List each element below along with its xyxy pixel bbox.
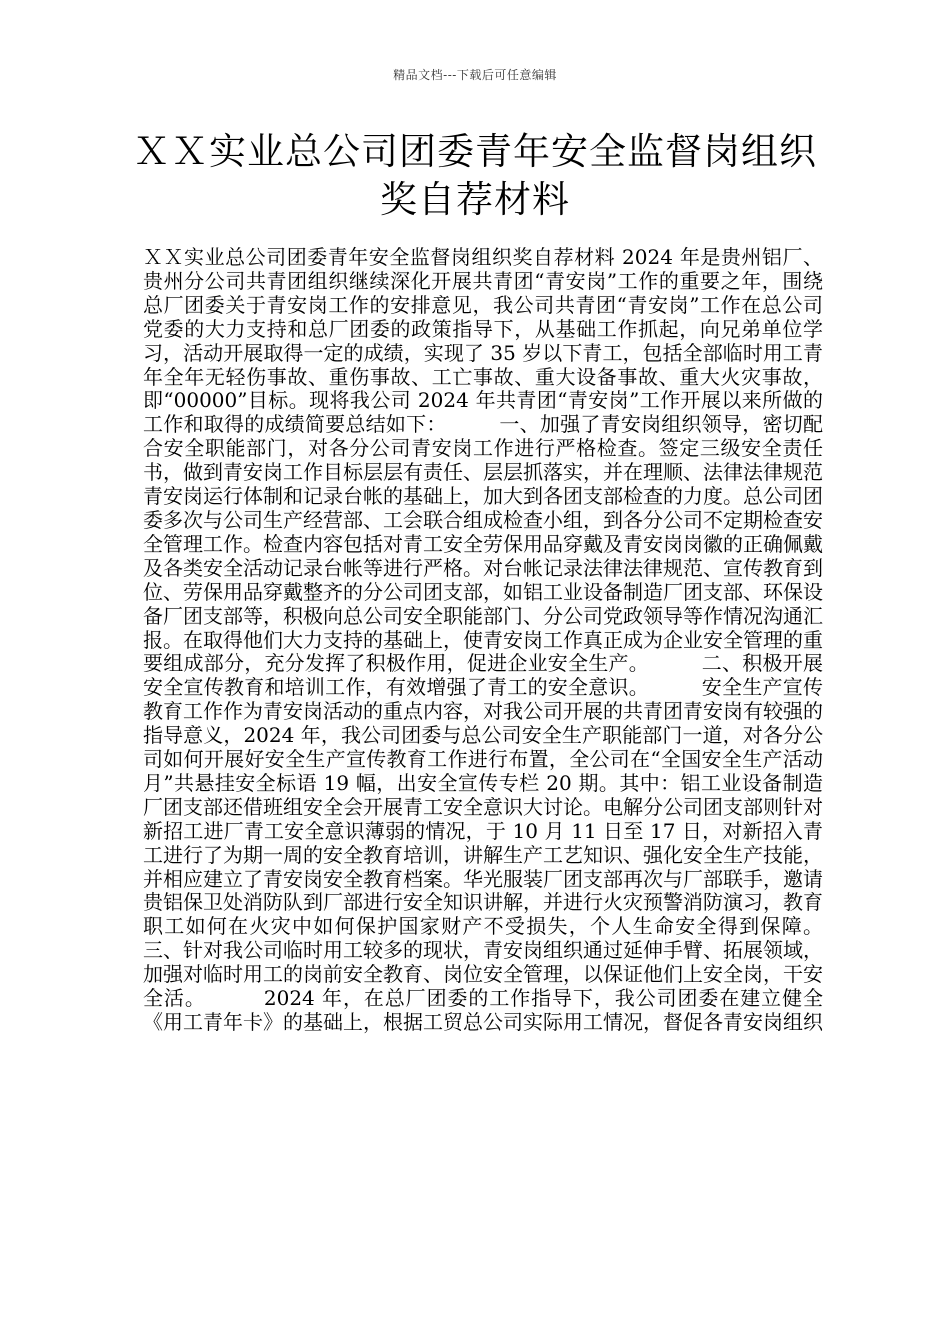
document-title: ＸＸ实业总公司团委青年安全监督岗组织奖自荐材料 (133, 130, 817, 221)
document-body: ＸＸ实业总公司团委青年安全监督岗组织奖自荐材料 2024 年是贵州铝厂、贵州分公司共青团组织继续深化开展共青团“青安岗”工作的重要之年，围绕总厂团委关于青安岗工作的安排意见，我公司共青团“青安岗”工作在总公司党委的大力支持和总厂团委的政策指导下，从基础工作抓起，向兄弟单位学习，活动开展取得一定的成绩，实现了 35 岁以下青工，包括全部临时用工青年全年无轻伤事故、重伤事故、工亡事故、重大设备事故、重大火灾事故，即“00000”目标。现将我公司 2024 年共青团“青安岗”工作开展以来所做的工作和取得的成绩简要总结如下： 一、加强了青安岗组织领导，密切配合安全职能部门，对各分公司青安岗工作进行严格检查。签定三级安全责任书，做到青安岗工作目标层层有责任、层层抓落实，并在理顺、法律法律规范青安岗运行体制和记录台帐的基础上，加大到各团支部检查的力度。总公司团委多次与公司生产经营部、工会联合组成检查小组，到各分公司不定期检查安全管理工作。检查内容包括对青工安全劳保用品穿戴及青安岗岗徽的正确佩戴及各类安全活动记录台帐等进行严格。对台帐记录法律法律规范、宣传教育到位、劳保用品穿戴整齐的分公司团支部，如铝工业设备制造厂团支部、环保设备厂团支部等，积极向总公司安全职能部门、分公司党政领导等作情况沟通汇报。在取得他们大力支持的基础上，使青安岗工作真正成为企业安全管理的重要组成部分，充分发挥了积极作用，促进企业安全生产。 二、积极开展安全宣传教育和培训工作，有效增强了青工的安全意识。 安全生产宣传教育工作作为青安岗活动的重点内容，对我公司开展的共青团青安岗有较强的指导意义，2024 年，我公司团委与总公司安全生产职能部门一道，对各分公司如何开展好安全生产宣传教育工作进行布置，全公司在“全国安全生产活动月”共悬挂安全标语 19 幅，出安全宣传专栏 20 期。其中：铝工业设备制造厂团支部还借班组安全会开展青工安全意识大讨论。电解分公司团支部则针对新招工进厂青工安全意识薄弱的情况，于 10 月 11 日至 17 日，对新招入青工进行了为期一周的安全教育培训，讲解生产工艺知识、强化安全生产技能，并相应建立了青安岗安全教育档案。华光服装厂团支部再次与厂部联手，邀请贵铝保卫处消防队到厂部进行安全知识讲解，并进行火灾预警消防演习，教育职工如何在火灾中如何保护国家财产不受损失，个人生命安全得到保障。 三、针对我公司临时用工较多的现状，青安岗组织通过延伸手臂、拓展领域，加强对临时用工的岗前安全教育、岗位安全管理，以保证他们上安全岗，干安全活。 2024 年，在总厂团委的工作指导下，我公司团委在建立健全《用工青年卡》的基础上，根据工贸总公司实际用工情况，督促各青安岗组织 (143, 245, 874, 1034)
page-header-note: 精品文档---下载后可任意编辑 (393, 68, 557, 82)
